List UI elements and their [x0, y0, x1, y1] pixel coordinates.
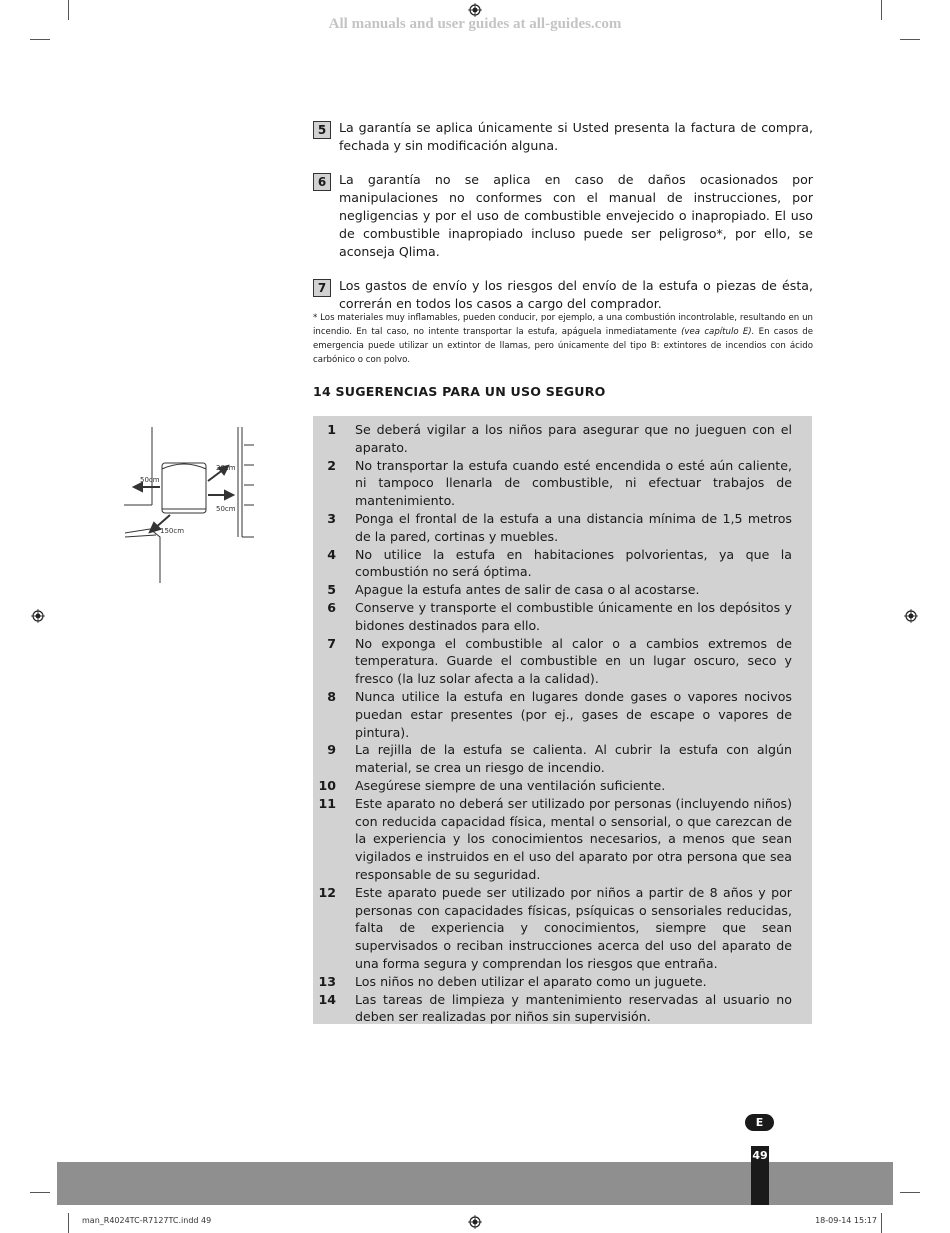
registration-mark-icon: [468, 3, 482, 17]
section-title: 14 SUGERENCIAS PARA UN USO SEGURO: [313, 384, 606, 399]
item-text: La garantía se aplica únicamente si Usted presenta la factura de compra, fechada y sin modificación alguna.: [339, 120, 813, 153]
item-text: Los gastos de envío y los riesgos del envío de la estufa o piezas de ésta, correrán en todos los casos a cargo del comprador.: [339, 278, 813, 311]
footnote-text: * Los materiales muy inflamables, pueden conducir, por ejemplo, a una combustión incontrolable, resultando en un incendio. En tal caso, no intente transportar la estufa, apáguela inmediatamente: [313, 313, 813, 337]
warranty-item: [313, 277, 813, 313]
registration-mark-icon: [31, 609, 45, 623]
registration-mark-icon: [468, 1215, 482, 1229]
slug-filename: man_R4024TC-R7127TC.indd 49: [82, 1216, 212, 1225]
list-item: [313, 777, 812, 795]
tip-number: 8: [327, 688, 336, 704]
tip-text: La rejilla de la estufa se calienta. Al cubrir la estufa con algún material, se crea un riesgo de incendio.: [355, 742, 792, 776]
tip-number: 1: [327, 422, 336, 437]
crop-mark: [30, 1192, 50, 1193]
tip-number: 9: [327, 742, 336, 758]
tip-text: Asegúrese siempre de una ventilación suficiente.: [355, 777, 666, 793]
footnote-text-end: En casos de emergencia puede utilizar un extintor de llamas, pero únicamente del tipo B: extintores de incendios con ácido carbónico o con polvo.: [313, 327, 814, 365]
tip-text: Apague la estufa antes de salir de casa o al acostarse.: [355, 582, 700, 598]
warranty-item: [313, 171, 813, 261]
clearance-label-side: 50cm: [140, 476, 160, 484]
warranty-list: [313, 119, 813, 329]
clearance-label-right: 50cm: [216, 505, 236, 513]
item-number: 6: [313, 173, 331, 191]
list-item: [313, 741, 812, 777]
tip-number: 12: [318, 884, 336, 900]
tip-number: 13: [318, 973, 336, 989]
tip-number: 7: [327, 635, 336, 651]
list-item: [313, 599, 812, 635]
tip-text: Nunca utilice la estufa en lugares donde gases o vapores nocivos puedan estar presentes (por ej., gases de escape o vapores de pintura).: [355, 688, 792, 740]
tip-text: No exponga el combustible al calor o a cambios extremos de temperatura. Guarde el combustible en un lugar oscuro, seco y fresco (la luz solar afecta a la calidad).: [355, 635, 792, 687]
tip-number: 10: [318, 777, 336, 793]
crop-mark: [900, 39, 920, 40]
tip-text: Este aparato puede ser utilizado por niños a partir de 8 años y por personas con capacidades físicas, psíquicas o sensoriales reducidas, falta de experiencia y conocimientos, siempre que sean supervisados o reciban instrucciones acerca del uso del aparato de una forma segura y comprendan los riesgos que entraña.: [355, 884, 792, 971]
tip-text: No utilice la estufa en habitaciones polvorientas, ya que la combustión no será óptima.: [355, 546, 792, 580]
tip-text: Este aparato no deberá ser utilizado por personas (incluyendo niños) con reducida capacidad física, mental o sensorial, o que carezcan de la experiencia y los conocimientos necesarios, a menos que sean vigilados e instruidos en el uso del aparato por otra persona que sea responsable de su seguridad.: [355, 795, 792, 882]
footnote: [313, 311, 813, 367]
list-item: [313, 991, 812, 1027]
page-number: 49: [752, 1149, 768, 1162]
tip-text: Ponga el frontal de la estufa a una distancia mínima de 1,5 metros de la pared, cortinas y muebles.: [355, 510, 792, 544]
list-item: [313, 795, 812, 884]
tip-text: Las tareas de limpieza y mantenimiento reservadas al usuario no deben ser realizadas por niños sin supervisión.: [355, 991, 792, 1025]
item-number: 5: [313, 121, 331, 139]
language-badge: E: [745, 1114, 774, 1131]
tip-number: 4: [327, 546, 336, 562]
list-item: [313, 581, 812, 599]
list-item: [313, 973, 812, 991]
tip-number: 5: [327, 582, 336, 598]
list-item: [313, 884, 812, 973]
tip-text: No transportar la estufa cuando esté encendida o esté aún caliente, ni tampoco llenarla de combustible, ni efectuar trabajos de mantenimiento.: [355, 457, 792, 509]
tip-text: Se deberá vigilar a los niños para asegurar que no jueguen con el aparato.: [355, 422, 792, 455]
list-item: [313, 546, 812, 582]
clearance-label-front: 150cm: [160, 527, 185, 535]
clearance-label-back: 20cm: [216, 464, 236, 472]
crop-mark: [881, 1213, 882, 1233]
safety-tips-box: [313, 416, 812, 1024]
tip-number: 2: [327, 457, 336, 473]
tip-number: 6: [327, 599, 336, 615]
footnote-reference: (vea capítulo E).: [681, 327, 755, 337]
crop-mark: [68, 1213, 69, 1233]
safety-tips-list: [313, 421, 812, 1026]
item-number: 7: [313, 279, 331, 297]
watermark: All manuals and user guides at all-guides.com: [328, 16, 622, 32]
list-item: [313, 457, 812, 510]
tip-text: Los niños no deben utilizar el aparato como un juguete.: [355, 973, 707, 989]
crop-mark: [900, 1192, 920, 1193]
registration-mark-icon: [904, 609, 918, 623]
tip-text: Conserve y transporte el combustible únicamente en los depósitos y bidones destinados para ello.: [355, 599, 792, 633]
tip-number: 3: [327, 510, 336, 526]
list-item: [313, 510, 812, 546]
item-text: La garantía no se aplica en caso de daños ocasionados por manipulaciones no conformes con el manual de instrucciones, por negligencias y por el uso de combustible envejecido o inapropiado. El uso de combustible inapropiado incluso puede ser peligroso*, por ello, se aconseja Qlima.: [339, 172, 813, 259]
tip-number: 11: [318, 795, 336, 811]
warranty-item: [313, 119, 813, 155]
list-item: [313, 688, 812, 741]
list-item: [313, 635, 812, 688]
list-item: [313, 421, 812, 457]
clearance-diagram-icon: [120, 425, 256, 585]
tip-number: 14: [318, 991, 336, 1007]
slug-date: 18-09-14 15:17: [815, 1216, 877, 1225]
crop-mark: [30, 39, 50, 40]
